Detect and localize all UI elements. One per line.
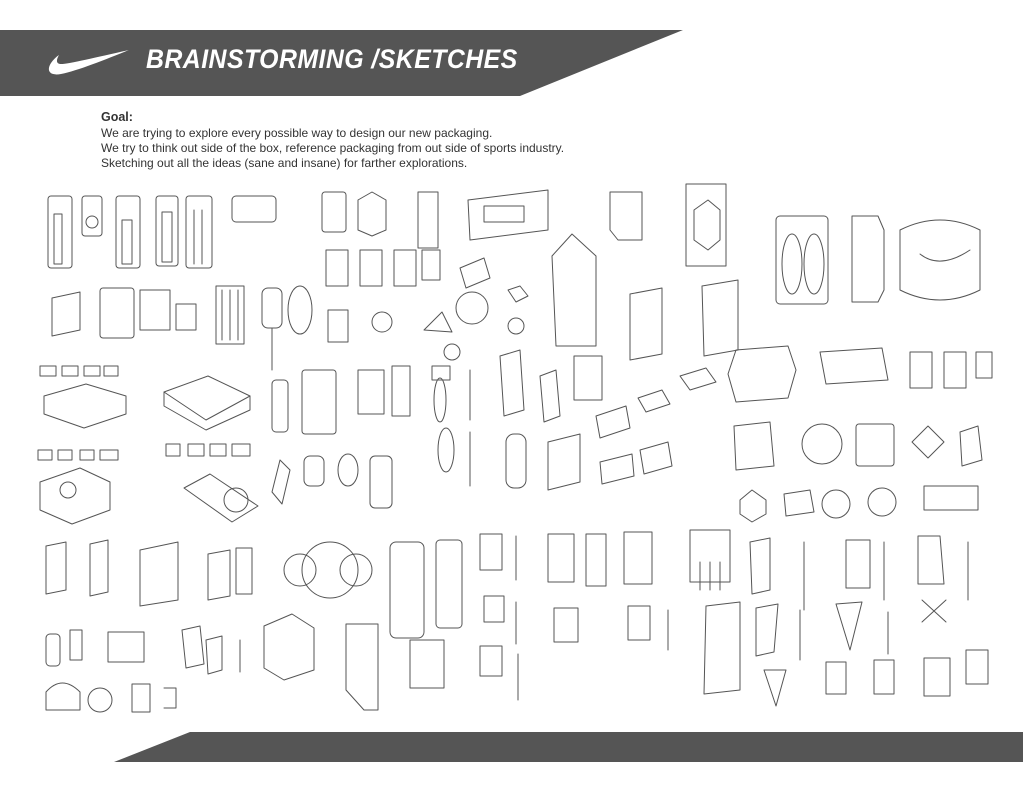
goal-line-2: We try to think out side of the box, reference packaging from out side of sports industry. bbox=[101, 141, 565, 155]
sketch-row-6 bbox=[46, 596, 988, 712]
sketch-row-1 bbox=[48, 184, 980, 304]
sketch-row-5 bbox=[46, 486, 978, 638]
page-title: BRAINSTORMING /SKETCHES bbox=[146, 44, 518, 74]
sketch-row-4 bbox=[38, 422, 982, 524]
goal-line-1: We are trying to explore every possible way to design our new packaging. bbox=[101, 126, 493, 140]
goal-heading: Goal: bbox=[101, 110, 133, 124]
sketch-drawings bbox=[0, 170, 1023, 730]
nike-swoosh-logo bbox=[47, 47, 131, 77]
goal-line-3: Sketching out all the ideas (sane and insane) for farther explorations. bbox=[101, 156, 468, 170]
sketch-row-3 bbox=[40, 346, 992, 438]
sketch-row-2 bbox=[52, 234, 738, 370]
footer-bar bbox=[0, 728, 1023, 762]
goal-section bbox=[101, 110, 661, 171]
